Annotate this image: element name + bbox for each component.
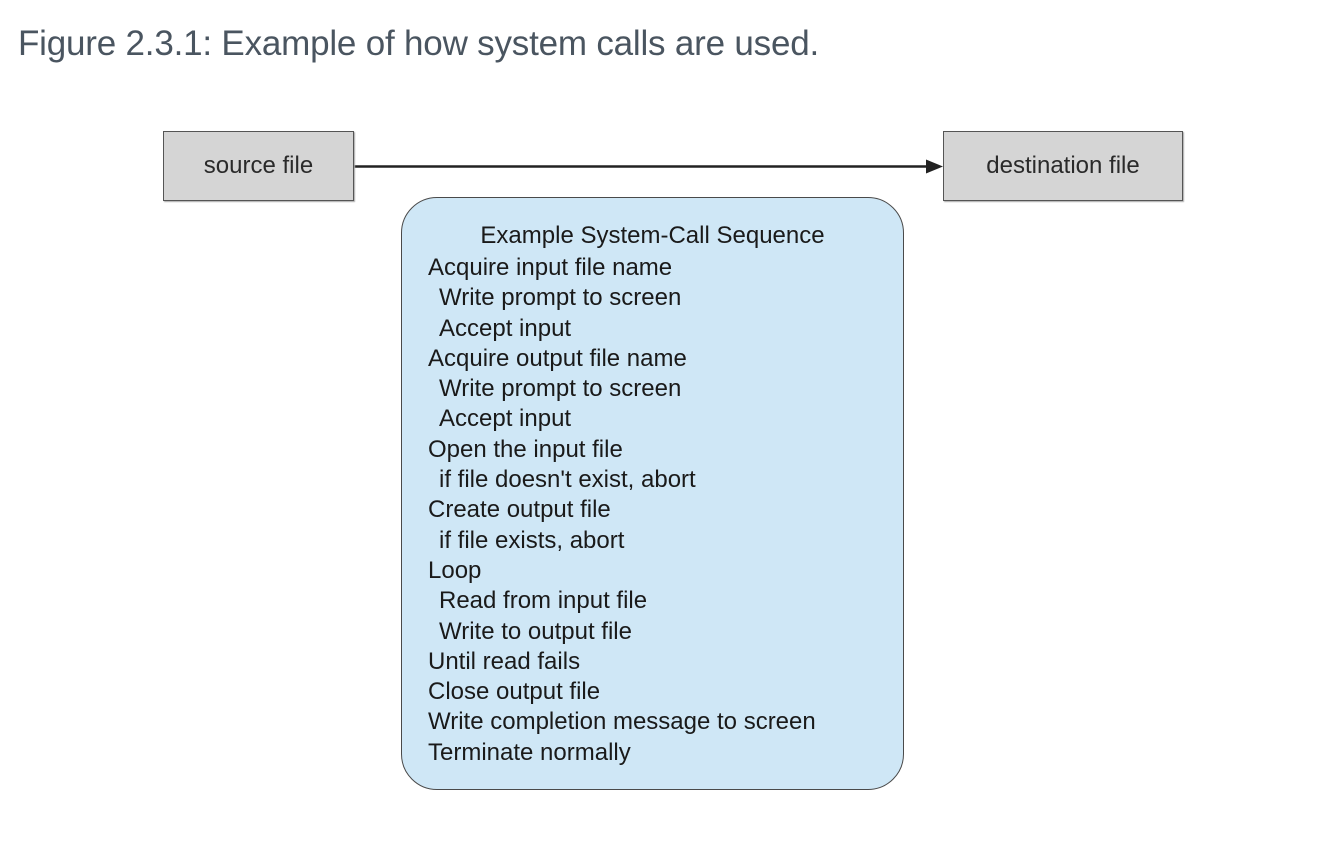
sequence-step: Acquire input file name xyxy=(428,254,673,281)
sequence-title: Example System-Call Sequence xyxy=(480,222,825,249)
sequence-step: Open the input file xyxy=(428,435,623,463)
sequence-steps xyxy=(428,253,816,768)
figure-caption: Figure 2.3.1: Example of how system calls are used. xyxy=(18,24,820,63)
source-file-label: source file xyxy=(203,152,314,179)
sequence-step: Accept input xyxy=(439,405,572,433)
sequence-step: Until read fails xyxy=(428,647,581,675)
sequence-step: Write completion message to screen xyxy=(428,708,816,736)
sequence-step: Acquire output file name xyxy=(428,344,687,372)
sequence-step: if file doesn't exist, abort xyxy=(439,466,696,494)
system-call-sequence-box xyxy=(401,197,904,790)
flow-arrow-head xyxy=(926,160,943,174)
destination-file-box xyxy=(943,131,1183,201)
sequence-step: Accept input xyxy=(439,314,572,342)
sequence-step: Loop xyxy=(428,556,482,584)
sequence-step: Create output file xyxy=(428,496,611,524)
sequence-step: Close output file xyxy=(428,678,601,706)
source-file-box xyxy=(163,131,354,201)
sequence-step: Write prompt to screen xyxy=(439,284,682,312)
destination-file-label: destination file xyxy=(986,152,1140,179)
sequence-step: if file exists, abort xyxy=(439,526,625,554)
sequence-step: Write prompt to screen xyxy=(439,375,682,403)
sequence-step: Terminate normally xyxy=(428,738,631,766)
sequence-step: Read from input file xyxy=(439,587,648,615)
sequence-step: Write to output file xyxy=(439,617,632,645)
